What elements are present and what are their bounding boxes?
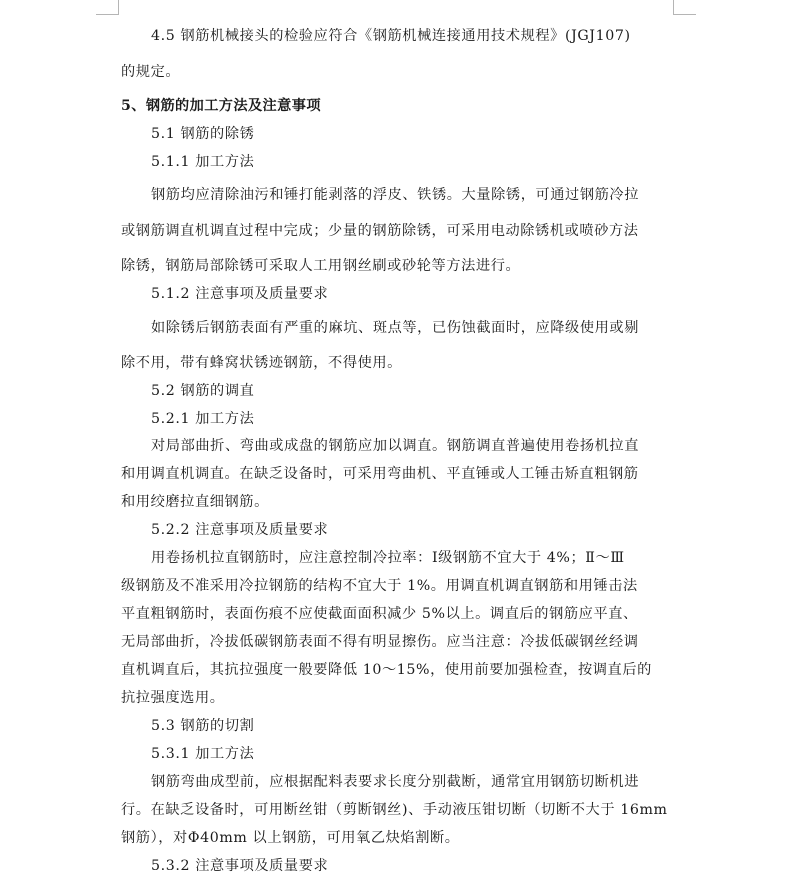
subheading-5-3-1: 5.3.1 加工方法 xyxy=(151,746,255,762)
paragraph-line: 平直粗钢筋时，表面伤痕不应使截面面积减少 5%以上。调直后的钢筋应平直、 xyxy=(121,606,638,622)
paragraph-line: 无局部曲折，冷拔低碳钢筋表面不得有明显擦伤。应当注意：冷拔低碳钢丝经调 xyxy=(121,634,639,650)
paragraph-line: 除不用，带有蜂窝状锈迹钢筋，不得使用。 xyxy=(121,355,402,371)
paragraph-line: 行。在缺乏设备时，可用断丝钳（剪断钢丝)、手动液压钳切断（切断不大于 16mm xyxy=(121,802,668,818)
subheading-5-1-1: 5.1.1 加工方法 xyxy=(151,154,255,170)
paragraph-line: 直机调直后，其抗拉强度一般要降低 10～15%，使用前要加强检查，按调直后的 xyxy=(121,662,652,678)
paragraph-line: 钢筋均应清除油污和锤打能剥落的浮皮、铁锈。大量除锈，可通过钢筋冷拉 xyxy=(151,187,639,203)
paragraph-line: 和用绞磨拉直细钢筋。 xyxy=(121,494,269,510)
crop-mark-top-right xyxy=(673,0,696,15)
subheading-5-1-2: 5.1.2 注意事项及质量要求 xyxy=(151,286,329,302)
subheading-5-3-2: 5.3.2 注意事项及质量要求 xyxy=(151,858,329,874)
paragraph-line: 抗拉强度选用。 xyxy=(121,690,225,706)
paragraph-line: 如除锈后钢筋表面有严重的麻坑、斑点等，已伤蚀截面时，应降级使用或剔 xyxy=(151,320,639,336)
subheading-5-2-1: 5.2.1 加工方法 xyxy=(151,411,255,427)
paragraph-line: 钢筋），对Φ40mm 以上钢筋，可用氧乙炔焰割断。 xyxy=(121,830,460,846)
paragraph-line: 除锈，钢筋局部除锈可采取人工用钢丝刷或砂轮等方法进行。 xyxy=(121,258,521,274)
paragraph-line: 对局部曲折、弯曲或成盘的钢筋应加以调直。钢筋调直普遍使用卷扬机拉直 xyxy=(151,438,639,454)
subheading-5-1: 5.1 钢筋的除锈 xyxy=(151,126,255,142)
paragraph-line: 级钢筋及不准采用冷拉钢筋的结构不宜大于 1%。用调直机调直钢筋和用锤击法 xyxy=(121,578,638,594)
section-heading-5: 5、钢筋的加工方法及注意事项 xyxy=(121,98,321,114)
subheading-5-3: 5.3 钢筋的切割 xyxy=(151,718,255,734)
paragraph-line: 用卷扬机拉直钢筋时，应注意控制冷拉率：Ⅰ级钢筋不宜大于 4%；Ⅱ～Ⅲ xyxy=(151,550,625,566)
paragraph-line: 和用调直机调直。在缺乏设备时，可采用弯曲机、平直锤或人工锤击矫直粗钢筋 xyxy=(121,466,639,482)
subheading-5-2: 5.2 钢筋的调直 xyxy=(151,383,255,399)
crop-mark-top-left xyxy=(96,0,119,15)
subheading-5-2-2: 5.2.2 注意事项及质量要求 xyxy=(151,522,329,538)
paragraph-line: 的规定。 xyxy=(121,64,181,80)
paragraph-4-5: 4.5 钢筋机械接头的检验应符合《钢筋机械连接通用技术规程》(JGJ107) xyxy=(151,28,631,44)
paragraph-line: 或钢筋调直机调直过程中完成；少量的钢筋除锈，可采用电动除锈机或喷砂方法 xyxy=(121,223,639,239)
paragraph-line: 钢筋弯曲成型前，应根据配料表要求长度分别截断，通常宜用钢筋切断机进 xyxy=(151,774,639,790)
